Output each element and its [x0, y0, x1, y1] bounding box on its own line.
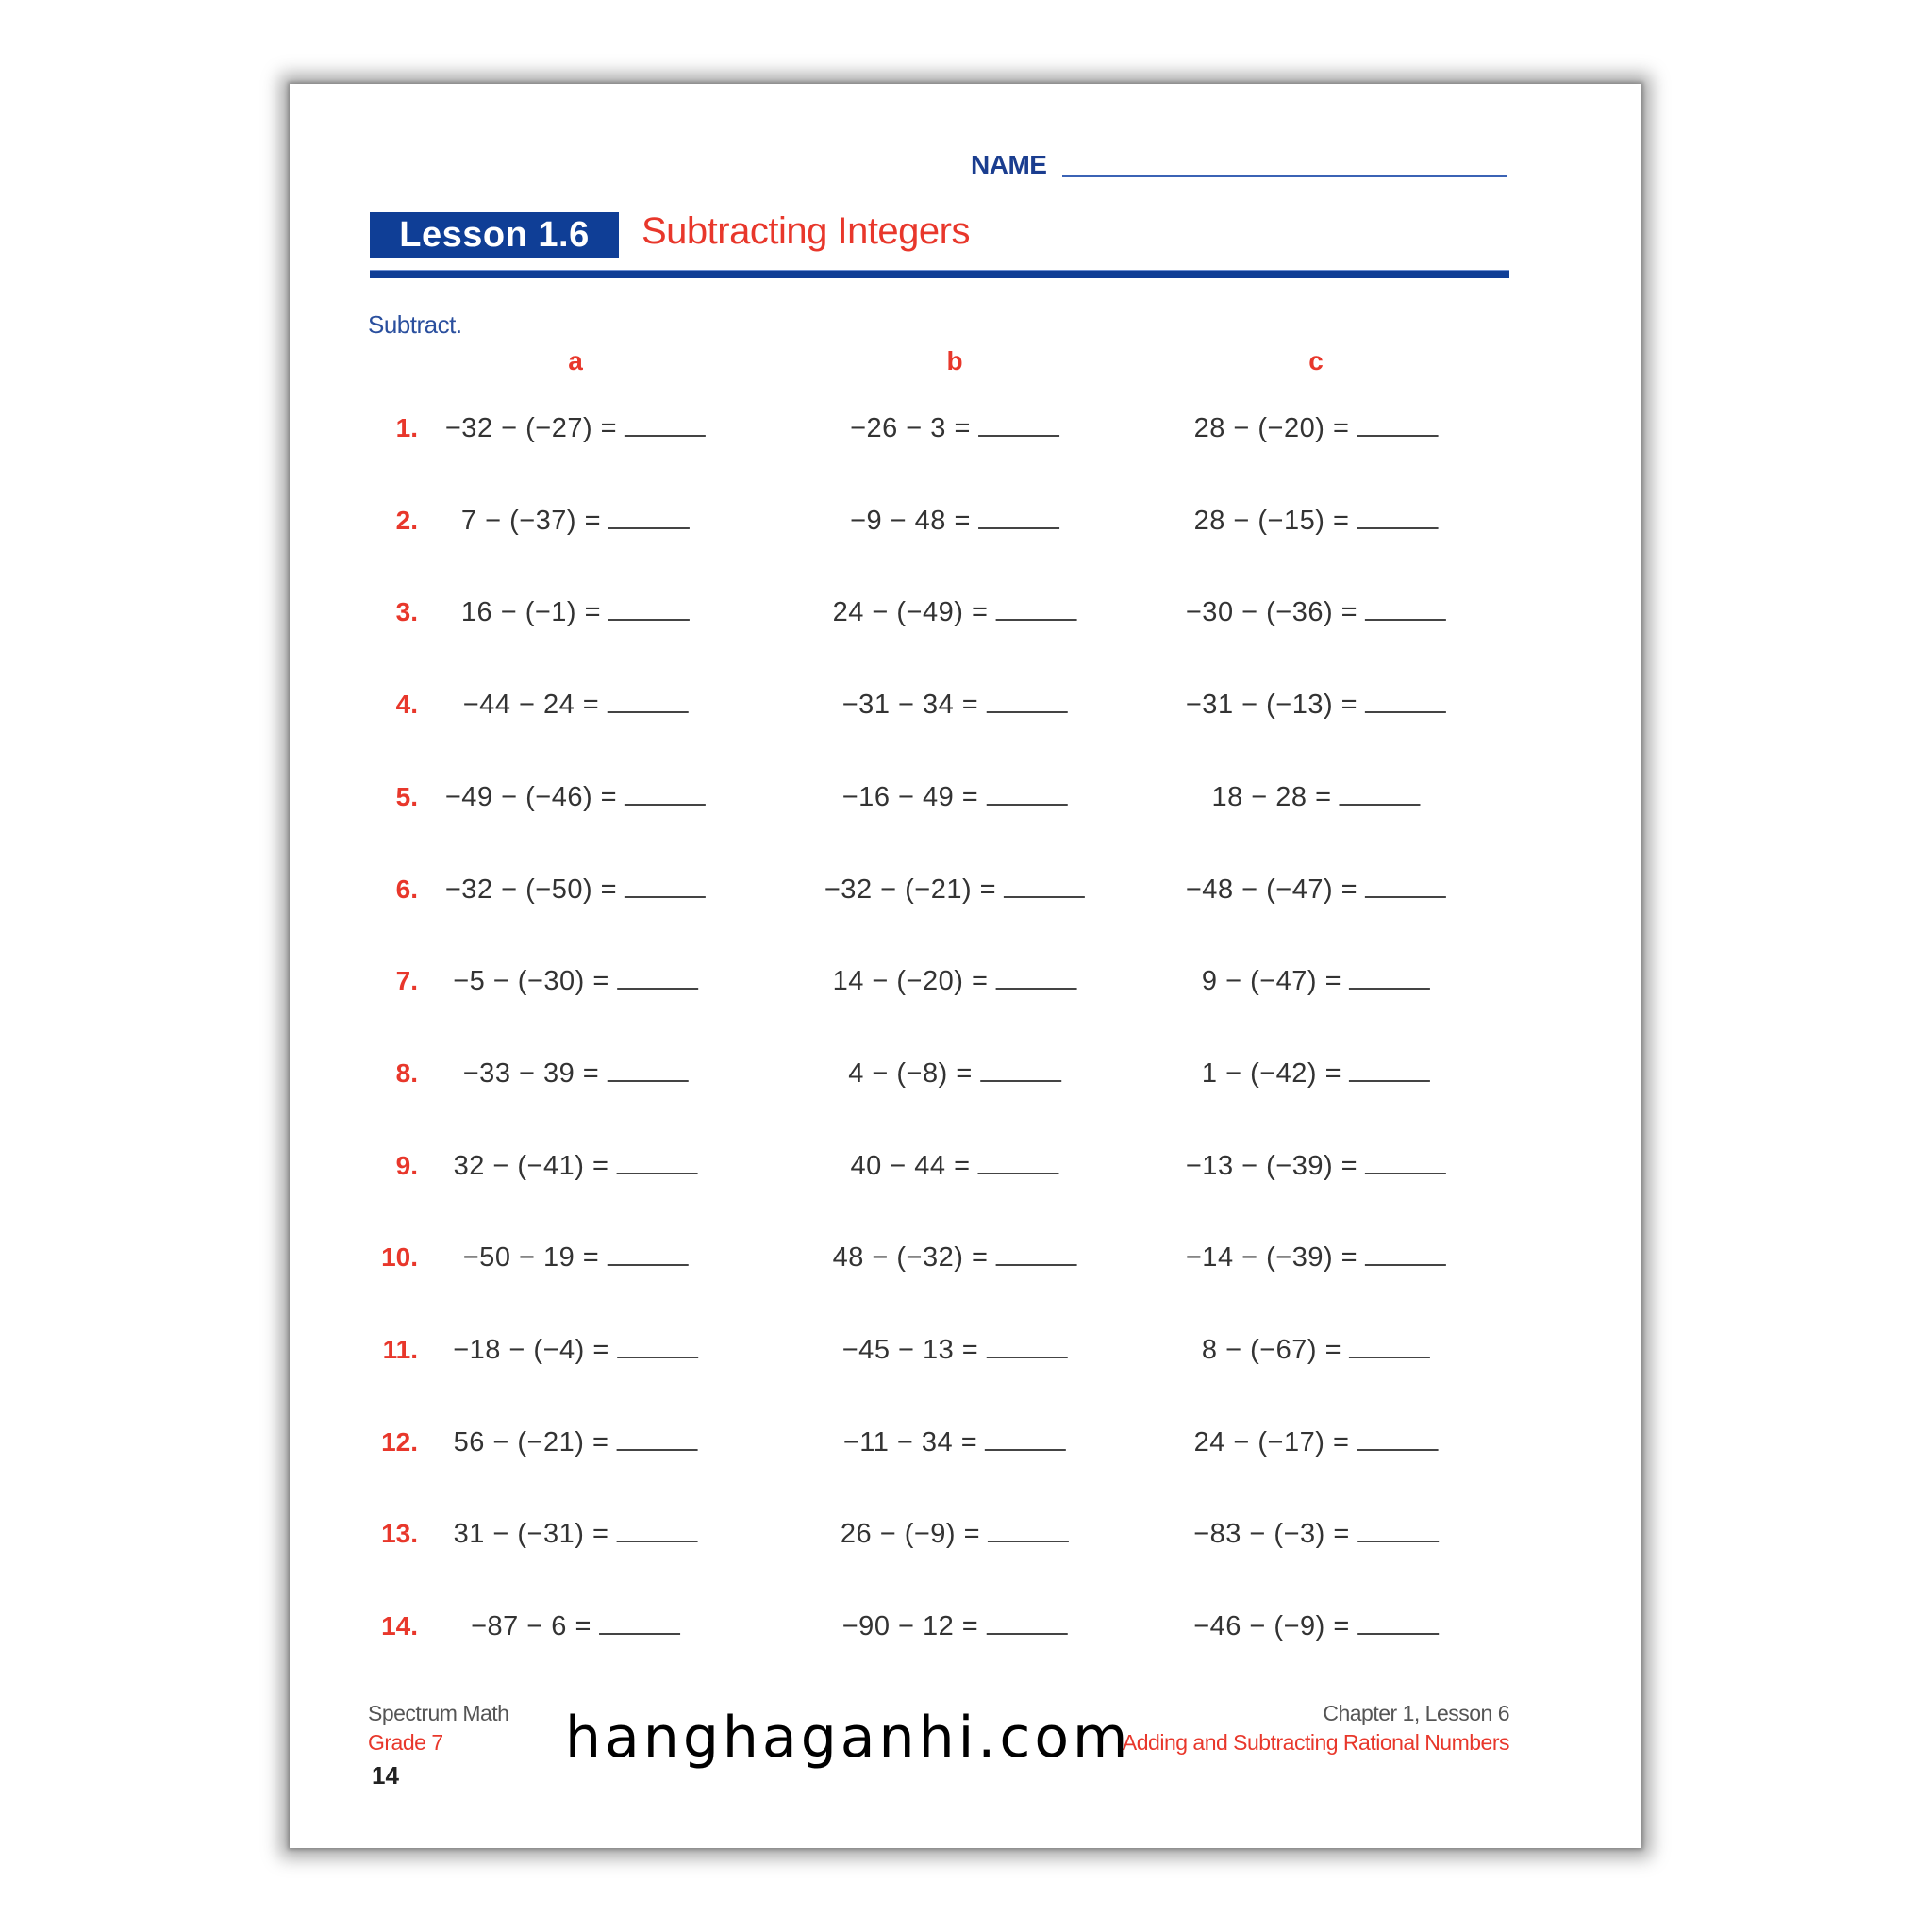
problem-expression: −26 − 3 =: [850, 413, 971, 443]
problem-expression: −33 − 39 =: [462, 1058, 600, 1089]
problem-expression: 9 − (−47) =: [1201, 966, 1342, 997]
answer-blank[interactable]: [1357, 505, 1438, 529]
problem-11-b: [842, 1334, 1068, 1366]
answer-blank[interactable]: [607, 689, 688, 713]
column-header-b: b: [946, 346, 963, 375]
problem-expression: −32 − (−50) =: [444, 874, 618, 905]
problem-number: 7.: [395, 966, 418, 996]
answer-blank[interactable]: [1340, 781, 1421, 806]
problem-14-b: [842, 1610, 1068, 1642]
problem-expression: −45 − 13 =: [841, 1335, 979, 1365]
name-label: NAME: [971, 150, 1047, 179]
problem-expression: −44 − 24 =: [462, 690, 600, 721]
problem-expression: 14 − (−20) =: [832, 966, 989, 997]
problem-number: 4.: [395, 690, 418, 720]
problem-14-a: [471, 1610, 680, 1642]
answer-blank[interactable]: [1365, 1241, 1446, 1266]
answer-blank[interactable]: [607, 1241, 688, 1266]
footer-series: Spectrum Math: [368, 1701, 509, 1725]
problem-expression: −46 − (−9) =: [1193, 1611, 1350, 1642]
problem-1-c: [1194, 412, 1439, 444]
problem-number: 14.: [381, 1611, 418, 1641]
problem-expression: −90 − 12 =: [841, 1611, 979, 1642]
problem-expression: −31 − (−13) =: [1185, 690, 1358, 721]
problem-number: 10.: [381, 1242, 418, 1273]
problem-number: 5.: [395, 781, 418, 811]
problem-5-b: [842, 781, 1068, 813]
problem-13-b: [841, 1518, 1069, 1550]
answer-blank[interactable]: [1004, 874, 1085, 898]
problem-expression: 32 − (−41) =: [453, 1150, 609, 1181]
answer-blank[interactable]: [616, 1426, 697, 1451]
answer-blank[interactable]: [616, 1150, 697, 1174]
problem-10-a: [463, 1241, 689, 1274]
answer-blank[interactable]: [1349, 1058, 1430, 1082]
answer-blank[interactable]: [978, 1150, 1059, 1174]
problem-6-b: [824, 874, 1085, 906]
answer-blank[interactable]: [988, 1518, 1069, 1542]
problem-11-c: [1202, 1334, 1430, 1366]
answer-blank[interactable]: [607, 1058, 688, 1082]
problem-expression: 40 − 44 =: [850, 1150, 971, 1181]
problem-number: 1.: [395, 413, 418, 442]
problem-expression: 8 − (−67) =: [1201, 1335, 1342, 1365]
problem-expression: −32 − (−27) =: [444, 413, 618, 443]
answer-blank[interactable]: [995, 596, 1076, 621]
answer-blank[interactable]: [617, 1334, 698, 1358]
answer-blank[interactable]: [617, 965, 698, 990]
problem-expression: −16 − 49 =: [841, 781, 979, 812]
answer-blank[interactable]: [608, 505, 690, 529]
problem-expression: −30 − (−36) =: [1185, 597, 1358, 628]
problem-3-c: [1186, 596, 1446, 628]
problem-expression: −14 − (−39) =: [1185, 1242, 1358, 1274]
problem-2-c: [1194, 505, 1439, 537]
answer-blank[interactable]: [1349, 1334, 1430, 1358]
answer-blank[interactable]: [986, 1610, 1067, 1635]
problem-4-b: [842, 689, 1068, 721]
problem-number: 9.: [395, 1150, 418, 1180]
problem-8-c: [1202, 1058, 1430, 1090]
lesson-title: Subtracting Integers: [641, 210, 970, 252]
answer-blank[interactable]: [625, 412, 706, 437]
problem-expression: 56 − (−21) =: [453, 1426, 609, 1457]
problem-expression: 28 − (−15) =: [1193, 505, 1350, 536]
problem-10-c: [1186, 1241, 1446, 1274]
problem-expression: −13 − (−39) =: [1185, 1150, 1358, 1181]
answer-blank[interactable]: [985, 1426, 1066, 1451]
problem-13-a: [454, 1518, 698, 1550]
answer-blank[interactable]: [1365, 689, 1446, 713]
problem-expression: 4 − (−8) =: [848, 1058, 973, 1089]
problem-1-a: [445, 412, 706, 444]
problem-14-c: [1193, 1610, 1439, 1642]
problem-2-a: [461, 505, 690, 537]
problem-6-c: [1186, 874, 1446, 906]
answer-blank[interactable]: [625, 874, 706, 898]
problem-9-a: [454, 1150, 698, 1182]
problem-expression: −5 − (−30) =: [453, 966, 609, 997]
answer-blank[interactable]: [1357, 412, 1438, 437]
problem-7-b: [833, 965, 1077, 997]
answer-blank[interactable]: [978, 412, 1059, 437]
name-field-line: [1062, 175, 1507, 177]
problem-12-a: [454, 1426, 698, 1458]
problem-8-a: [463, 1058, 689, 1090]
problem-expression: 24 − (−17) =: [1193, 1426, 1350, 1457]
problem-11-a: [453, 1334, 698, 1366]
problem-5-a: [445, 781, 706, 813]
lesson-badge: Lesson 1.6: [370, 212, 619, 258]
answer-blank[interactable]: [1365, 1150, 1446, 1174]
column-header-c: c: [1308, 346, 1324, 375]
problem-7-c: [1202, 965, 1430, 997]
answer-blank[interactable]: [995, 1241, 1076, 1266]
problem-expression: −32 − (−21) =: [824, 874, 997, 905]
problem-3-a: [461, 596, 690, 628]
answer-blank[interactable]: [986, 689, 1067, 713]
problem-expression: −9 − 48 =: [850, 505, 971, 536]
problem-9-c: [1186, 1150, 1446, 1182]
problem-expression: 7 − (−37) =: [460, 505, 602, 536]
problem-3-b: [833, 596, 1077, 628]
footer-chapter: Chapter 1, Lesson 6: [1323, 1701, 1509, 1725]
answer-blank[interactable]: [1349, 965, 1430, 990]
answer-blank[interactable]: [978, 505, 1059, 529]
problem-6-a: [445, 874, 706, 906]
problem-4-c: [1186, 689, 1446, 721]
problem-number: 6.: [395, 874, 418, 904]
answer-blank[interactable]: [625, 781, 706, 806]
problem-expression: −49 − (−46) =: [444, 781, 618, 812]
problem-number: 11.: [382, 1335, 418, 1364]
problem-number: 3.: [395, 597, 418, 627]
problem-number: 12.: [381, 1426, 418, 1457]
problem-expression: 31 − (−31) =: [453, 1519, 609, 1550]
page-number: 14: [372, 1761, 399, 1790]
watermark: hanghaganhi.com: [565, 1705, 1132, 1771]
problem-number: 13.: [381, 1519, 418, 1549]
problem-expression: 1 − (−42) =: [1201, 1058, 1342, 1089]
problem-13-c: [1193, 1518, 1439, 1550]
problem-expression: 24 − (−49) =: [832, 597, 989, 628]
problem-12-c: [1194, 1426, 1439, 1458]
problem-expression: 28 − (−20) =: [1193, 413, 1350, 443]
answer-blank[interactable]: [1365, 874, 1446, 898]
problem-number: 8.: [395, 1058, 418, 1088]
answer-blank[interactable]: [599, 1610, 680, 1635]
problem-expression: −87 − 6 =: [471, 1611, 591, 1642]
problem-10-b: [833, 1241, 1077, 1274]
problem-expression: −50 − 19 =: [462, 1242, 600, 1274]
problem-expression: −48 − (−47) =: [1185, 874, 1358, 905]
problem-5-c: [1211, 781, 1420, 813]
answer-blank[interactable]: [1357, 1610, 1439, 1635]
problem-expression: −31 − 34 =: [841, 690, 979, 721]
answer-blank[interactable]: [1365, 596, 1446, 621]
problem-8-b: [848, 1058, 1061, 1090]
answer-blank[interactable]: [980, 1058, 1061, 1082]
answer-blank[interactable]: [608, 596, 690, 621]
problem-2-b: [850, 505, 1059, 537]
worksheet-page: [290, 84, 1641, 1848]
answer-blank[interactable]: [986, 781, 1067, 806]
problem-expression: −11 − 34 =: [842, 1426, 978, 1457]
problem-expression: −83 − (−3) =: [1193, 1519, 1350, 1550]
answer-blank[interactable]: [995, 965, 1076, 990]
answer-blank[interactable]: [986, 1334, 1067, 1358]
answer-blank[interactable]: [616, 1518, 697, 1542]
problem-expression: 18 − 28 =: [1211, 781, 1332, 812]
problem-expression: 48 − (−32) =: [832, 1242, 989, 1274]
problem-expression: 16 − (−1) =: [460, 597, 602, 628]
answer-blank[interactable]: [1357, 1426, 1438, 1451]
column-header-a: a: [568, 346, 583, 375]
problem-7-a: [453, 965, 698, 997]
problem-expression: −18 − (−4) =: [453, 1335, 609, 1365]
problem-expression: 26 − (−9) =: [840, 1519, 981, 1550]
problem-12-b: [843, 1426, 1066, 1458]
answer-blank[interactable]: [1357, 1518, 1439, 1542]
problem-4-a: [463, 689, 689, 721]
problem-9-b: [850, 1150, 1058, 1182]
header-divider: [370, 270, 1509, 278]
instructions: Subtract.: [368, 310, 462, 339]
problem-number: 2.: [395, 505, 418, 535]
problem-1-b: [850, 412, 1059, 444]
footer-grade: Grade 7: [368, 1730, 443, 1755]
footer-unit-title: Adding and Subtracting Rational Numbers: [1122, 1730, 1509, 1755]
